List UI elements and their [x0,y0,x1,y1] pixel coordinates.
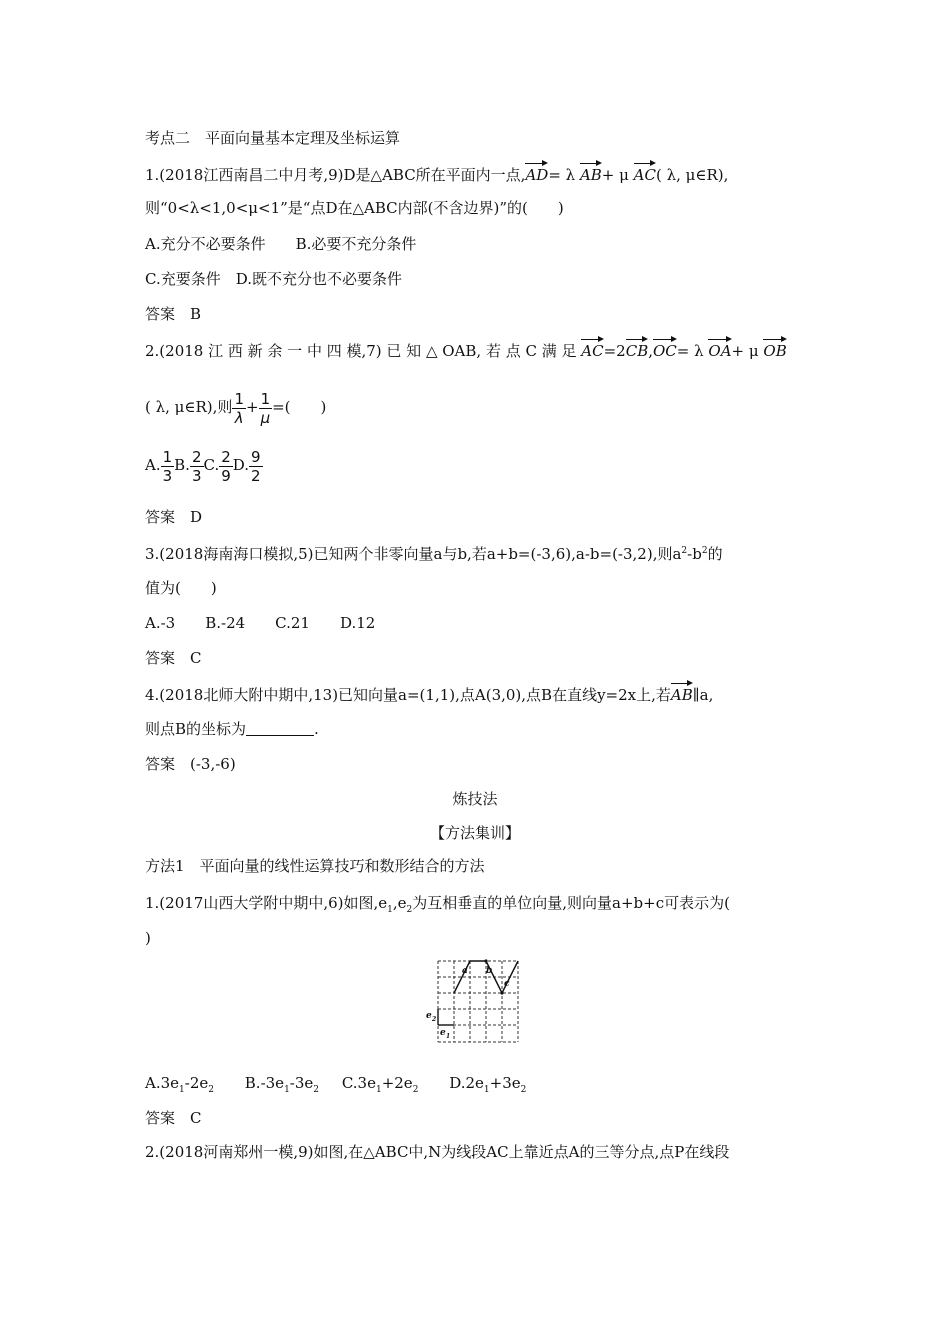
q2-eq2: =2 [603,342,626,360]
label-a: a [462,966,468,976]
q2-opt-a-label: A. [145,456,161,474]
heading-methods: 【方法集训】 [429,824,520,842]
q3-options: A.-3 B.-24 C.21 D.12 [145,614,376,632]
m1q1-opt-b: $B.-3e_1-3e_2$ [244,1074,320,1095]
vector-grid-figure [424,956,524,1046]
frac-num: 1 [260,389,271,408]
q1-options-ab: A.充分不必要条件 B.必要不充分条件 [145,235,417,253]
heading-practice: 炼技法 [452,790,498,808]
q2-line2-pre: ( λ, μ∈R),则 [145,398,233,416]
q4-text: 4.(2018北师大附中期中,13)已知向量a=(1,1),点A(3,0),点B在直线y=2x上,若 [145,686,671,704]
section-title: 考点二 平面向量基本定理及坐标运算 [145,129,401,147]
m1q1-options [145,1073,526,1100]
vector-AC-2: AC [581,337,603,361]
vector-OC: OC [653,337,677,361]
frac-den-mu: μ [260,408,271,427]
q2-text: 2.(2018 江 西 新 余 一 中 四 模,7) 已 知 △ OAB, 若 点 C 满 足 [145,342,577,360]
q3-line2: 值为( ) [145,579,217,597]
q2-opt-c-label: C. [203,456,220,474]
q3-answer: 答案 C [145,649,202,667]
vector-AB: AB [580,161,602,185]
m1q1-answer: 答案 C [145,1109,202,1127]
q3-sup-b: 2 [701,546,708,556]
frac-den: 3 [162,466,173,485]
m1q1-line2: ) [145,929,151,947]
q1-line2: 则“0<λ<1,0<μ<1”是“点D在△ABC内部(不含边界)”的( ) [145,199,564,217]
label-e1: e [440,1028,446,1038]
q1-answer: 答案 B [145,305,202,323]
q3-line1 [145,541,723,564]
frac-plus: + [245,398,259,416]
fraction-1-over-mu [259,390,273,427]
q3-minus: -b [687,545,702,563]
frac-den: 3 [191,466,202,485]
m1q1-opt-a: $A.3e_1-2e_2$ [145,1074,214,1095]
q2-opt-b-label: B. [174,456,190,474]
q2-opt-c-frac [219,448,233,485]
q2-opt-b-frac [190,448,204,485]
frac-num: 2 [191,447,202,466]
q4-line2 [145,719,319,739]
q1-text: 1.(2018江西南昌二中月考,9)D是△ABC所在平面内一点, [145,166,526,184]
label-e1-sub: 1 [446,1033,451,1040]
q1-eq: = λ [548,166,576,184]
frac-num: 2 [221,447,231,466]
vector-AC: AC [634,161,656,185]
m1q1-opt-d: $D.2e_1+3e_2$ [449,1074,527,1095]
q1-options-cd: C.充要条件 D.既不充分也不必要条件 [145,270,402,288]
m1q1-sub2: 2 [406,905,413,915]
q2-line1 [145,337,787,361]
q4-line2-pre: 则点B的坐标为 [145,720,247,738]
method1-title: 方法1 平面向量的线性运算技巧和数形结合的方法 [145,857,485,875]
q2-line2-post: =( ) [272,398,327,416]
vector-AD: AD [525,161,548,185]
q2-line2 [145,388,326,427]
label-b: b [486,966,493,976]
q2-eq3: = λ [676,342,704,360]
q4-line1 [145,681,713,705]
q2-comma: , [648,342,653,360]
answer-blank [246,721,314,736]
m1q2-line1: 2.(2018河南郑州一模,9)如图,在△ABC中,N为线段AC上靠近点A的三等分点,点P在线段 [145,1143,730,1161]
vector-CB: CB [626,337,649,361]
q3-post: 的 [707,545,723,563]
q2-plus: + μ [731,342,759,360]
frac-den: 2 [251,466,261,485]
q2-opt-d-frac [249,448,263,485]
m1q1-opt-c: $C.3e_1+2e_2$ [341,1074,419,1095]
m1q1-line1 [145,893,730,920]
frac-num: 1 [234,389,244,408]
q2-options [145,446,263,485]
q2-opt-d-label: D. [232,456,250,474]
q3-text: 3.(2018海南海口模拟,5)已知两个非零向量a与b,若a+b=(-3,6),a-b=(-3,2),则a [145,545,682,563]
m1q1-text: 1.(2017山西大学附中期中,6)如图,e [145,894,388,912]
q2-opt-a-frac [161,448,175,485]
label-c: c [504,979,510,989]
frac-den: 9 [221,466,231,485]
label-e2-sub: 2 [432,1016,437,1023]
fraction-1-over-lambda [232,390,246,427]
frac-num: 9 [251,447,261,466]
frac-den-lambda: λ [234,408,244,427]
q4-line2-post: . [314,720,319,738]
vector-AB-2: AB [671,681,693,705]
m1q1-sub1: 1 [387,905,393,915]
m1q1-mid: ,e [392,894,407,912]
m1q1-post: 为互相垂直的单位向量,则向量a+b+c可表示为( [412,894,730,912]
q2-answer: 答案 D [145,508,203,526]
vector-OA: OA [708,337,731,361]
q1-plus: + μ [601,166,629,184]
q4-post: ∥a, [692,686,714,704]
frac-num: 1 [162,447,173,466]
q1-line1 [145,161,728,185]
q4-answer: 答案 (-3,-6) [145,755,236,773]
label-e2: e [426,1011,432,1021]
q1-tail: ( λ, μ∈R), [655,166,729,184]
vector-OB: OB [763,337,786,361]
q3-sup-a: 2 [681,546,688,556]
